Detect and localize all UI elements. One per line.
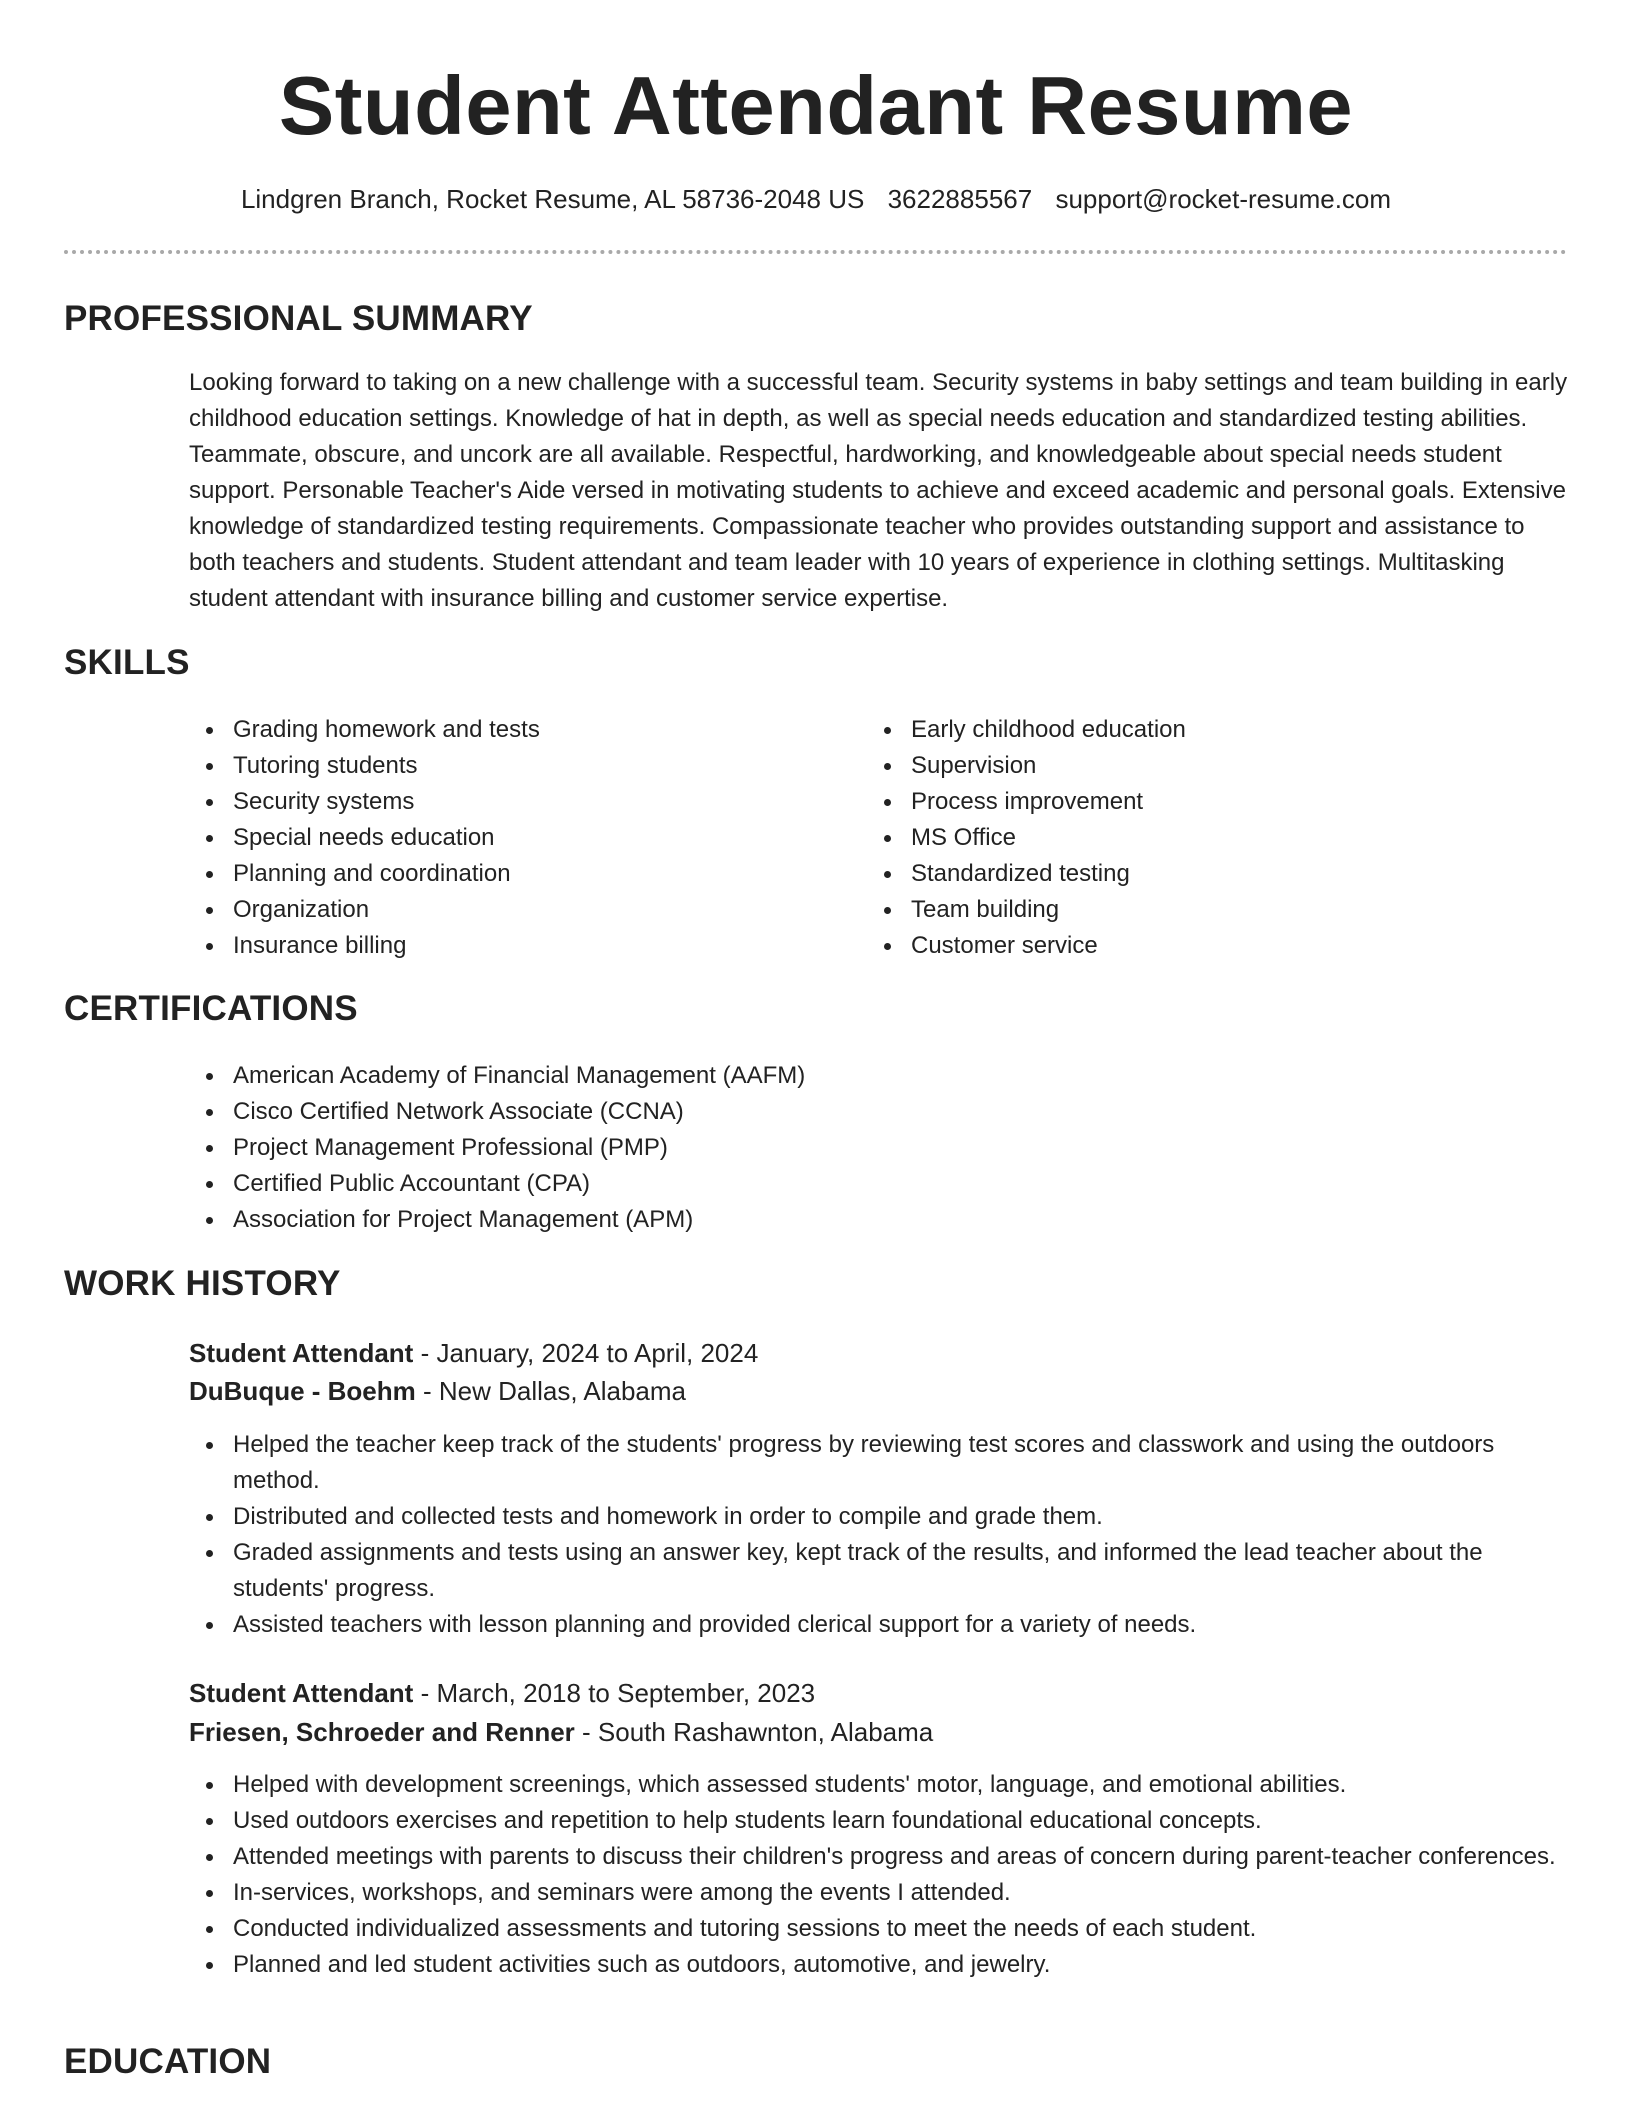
skills-list-right — [867, 712, 1547, 964]
list-item: Project Management Professional (PMP) — [189, 1130, 1569, 1166]
list-item: Standardized testing — [867, 856, 1547, 892]
list-item: Special needs education — [189, 820, 829, 856]
job-company: DuBuque - Boehm — [189, 1376, 416, 1406]
job-2-bullets — [189, 1767, 1569, 1983]
list-item: MS Office — [867, 820, 1547, 856]
contact-phone: 3622885567 — [887, 184, 1033, 214]
job-dates: - March, 2018 to September, 2023 — [413, 1678, 816, 1708]
job-location: - South Rashawnton, Alabama — [574, 1717, 934, 1747]
summary-text: Looking forward to taking on a new challenge with a successful team. Security systems in baby settings and team building in early childhood education settings. Knowledge of hat in depth, as well as special needs education and standardized testing abilities. Teammate, obscure, and uncork are all available. Respectful, hardworking, and knowledgeable about special needs student support. Personable Teacher's Aide versed in motivating students to achieve and exceed academic and personal goals. Extensive knowledge of standardized testing requirements. Compassionate teacher who provides outstanding support and assistance to both teachers and students. Student attendant and team leader with 10 years of experience in clothing settings. Multitasking student attendant with insurance billing and customer service expertise. — [189, 369, 1568, 612]
job-2-title-line — [189, 1675, 815, 1711]
list-item: Planning and coordination — [189, 856, 829, 892]
resume-title: Student Attendant Resume — [278, 59, 1354, 152]
certifications-list — [189, 1058, 1569, 1238]
skills-heading: SKILLS — [64, 643, 190, 682]
list-item: Team building — [867, 892, 1547, 928]
skills-list-left — [189, 712, 829, 964]
education-heading: EDUCATION — [64, 2042, 272, 2081]
list-item: American Academy of Financial Management (AAFM) — [189, 1058, 1569, 1094]
job-company: Friesen, Schroeder and Renner — [189, 1717, 575, 1747]
list-item: Certified Public Accountant (CPA) — [189, 1166, 1569, 1202]
job-2-company-line — [189, 1714, 933, 1750]
list-item: Tutoring students — [189, 748, 829, 784]
list-item: Used outdoors exercises and repetition to help students learn foundational educational concepts. — [189, 1803, 1569, 1839]
list-item: Distributed and collected tests and homework in order to compile and grade them. — [189, 1499, 1569, 1535]
list-item: Conducted individualized assessments and tutoring sessions to meet the needs of each student. — [189, 1911, 1569, 1947]
list-item: Planned and led student activities such as outdoors, automotive, and jewelry. — [189, 1947, 1569, 1983]
list-item: Association for Project Management (APM) — [189, 1202, 1569, 1238]
summary-heading: PROFESSIONAL SUMMARY — [64, 299, 533, 338]
list-item: Helped with development screenings, which assessed students' motor, language, and emotional abilities. — [189, 1767, 1569, 1803]
list-item: Security systems — [189, 784, 829, 820]
list-item: Supervision — [867, 748, 1547, 784]
list-item: Graded assignments and tests using an answer key, kept track of the results, and informed the lead teacher about the students' progress. — [189, 1535, 1569, 1607]
list-item: Attended meetings with parents to discuss their children's progress and areas of concern during parent-teacher conferences. — [189, 1839, 1569, 1875]
list-item: In-services, workshops, and seminars were among the events I attended. — [189, 1875, 1569, 1911]
list-item: Helped the teacher keep track of the students' progress by reviewing test scores and classwork and using the outdoors method. — [189, 1427, 1569, 1499]
certifications-heading: CERTIFICATIONS — [64, 989, 358, 1028]
list-item: Process improvement — [867, 784, 1547, 820]
job-location: - New Dallas, Alabama — [415, 1376, 686, 1406]
contact-address: Lindgren Branch, Rocket Resume, AL 58736-2048 US — [240, 184, 865, 214]
job-1-title-line — [189, 1335, 758, 1371]
list-item: Early childhood education — [867, 712, 1547, 748]
list-item: Insurance billing — [189, 928, 829, 964]
list-item: Grading homework and tests — [189, 712, 829, 748]
job-dates: - January, 2024 to April, 2024 — [413, 1338, 759, 1368]
job-1-company-line — [189, 1373, 686, 1409]
contact-email: support@rocket-resume.com — [1055, 184, 1392, 214]
list-item: Cisco Certified Network Associate (CCNA) — [189, 1094, 1569, 1130]
contact-line — [0, 182, 1632, 216]
list-item: Organization — [189, 892, 829, 928]
job-title: Student Attendant — [189, 1338, 414, 1368]
job-1-bullets — [189, 1427, 1569, 1643]
job-title: Student Attendant — [189, 1678, 414, 1708]
list-item: Assisted teachers with lesson planning and provided clerical support for a variety of needs. — [189, 1607, 1569, 1643]
header-divider — [64, 250, 1567, 254]
list-item: Customer service — [867, 928, 1547, 964]
work-history-heading: WORK HISTORY — [64, 1264, 341, 1303]
